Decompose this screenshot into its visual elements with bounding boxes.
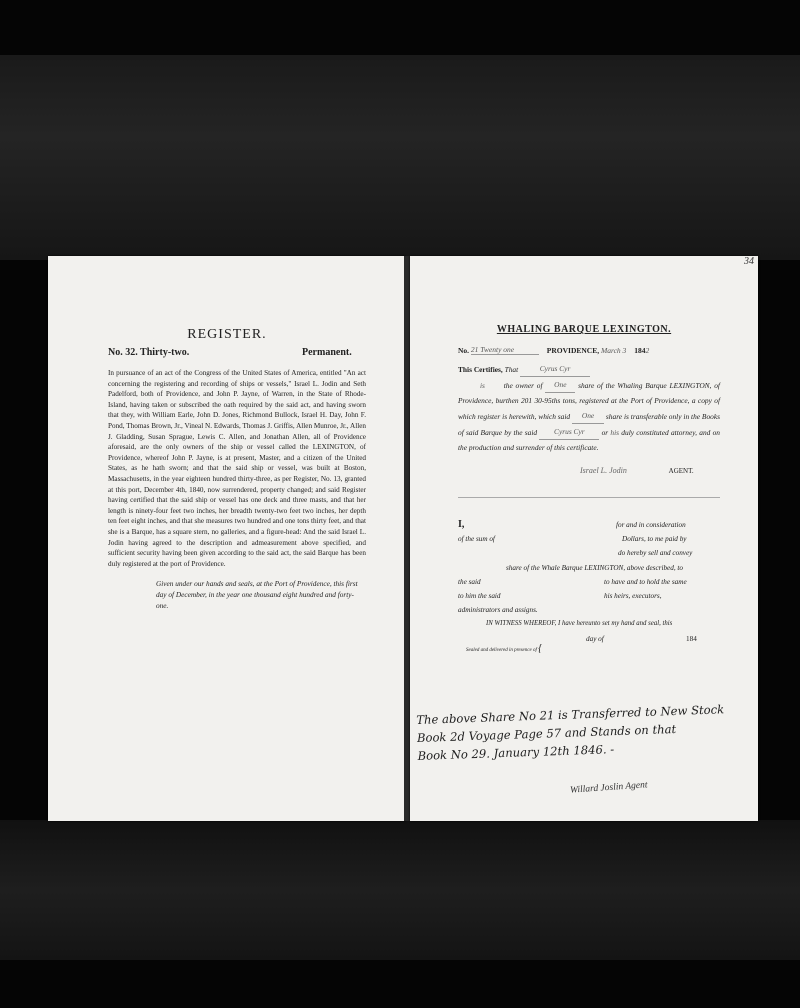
transfer-the-said: the said: [458, 577, 481, 586]
owner-of-text: the owner of: [503, 381, 543, 390]
that-text: That: [504, 365, 519, 374]
certificate-page-right: [410, 256, 758, 821]
owner-name-handwritten: Cyrus Cyr: [520, 361, 590, 377]
port-label: PROVIDENCE,: [546, 346, 600, 355]
transfer-year: 184: [686, 634, 697, 643]
no-label: No.: [458, 346, 470, 355]
or-text: or: [601, 428, 609, 437]
agent-signature: Israel L. Jodin: [580, 466, 627, 475]
transfer-share-of: share of the Whale Barque LEXINGTON, above described, to: [506, 563, 684, 572]
certifies-heading: This Certifies,: [458, 365, 503, 374]
is-handwritten: is: [480, 381, 485, 390]
his-handwritten: his: [610, 428, 620, 437]
certificate-number-handwritten: 21 Twenty one: [471, 345, 539, 355]
year-handwritten: 2: [645, 346, 650, 355]
certificate-number-row: [458, 345, 718, 355]
year-label: 184: [634, 346, 646, 355]
transfer-i: I,: [458, 519, 465, 530]
share-count-handwritten: One: [545, 377, 575, 393]
sealed-delivered: Sealed and delivered in presence of {: [466, 643, 543, 654]
duly-text: duly constituted attorney, and on the production and surrender of this certificate.: [458, 428, 720, 452]
transfer-dollars: Dollars, to me paid by: [622, 535, 687, 544]
register-title: REGISTER.: [187, 327, 267, 342]
note-line: The above Share No 21 is Transferred to New Stock: [416, 702, 725, 727]
transfer-to-have: to have and to hold the same: [604, 577, 687, 586]
note-signature: Willard Joslin Agent: [569, 780, 648, 796]
transfer-sum-of: of the sum of: [458, 535, 495, 544]
register-status: Permanent.: [302, 347, 352, 358]
page-number: 34: [744, 256, 754, 267]
register-page-left: [48, 256, 406, 821]
agent-label: AGENT.: [668, 467, 694, 475]
barque-text: Barque LEXINGTON, of Providence, burthen 201 30-95ths tons, registered at the Port of Providence, a copy of which register is herewith, which said: [458, 381, 720, 421]
agent-signature-row: [580, 466, 694, 475]
certificate-body: [458, 361, 720, 455]
share-transferable-text: share is transferable only in the Books of said Barque by the said: [458, 412, 720, 437]
sealed-text: Sealed and delivered in presence of: [466, 648, 537, 653]
transfer-consideration: for and in consideration: [616, 521, 686, 529]
scanner-band-bottom: [0, 820, 800, 960]
transfer-hereby: do hereby sell and convey: [618, 549, 693, 558]
transfer-day-of: day of: [586, 634, 604, 643]
register-given-under: Given under our hands and seals, at the Port of Providence, this first day of December, in the year one thousand eight hundred and forty-one.: [156, 579, 358, 610]
said-handwritten: One: [572, 408, 604, 424]
certificate-title: WHALING BARQUE LEXINGTON.: [496, 324, 672, 335]
said-owner-handwritten: Cyrus Cyr: [539, 424, 599, 440]
transfer-to-him: to him the said: [458, 591, 501, 600]
handwritten-transfer-note: [416, 699, 758, 765]
transfer-form: [458, 518, 720, 646]
section-divider: [458, 497, 720, 498]
transfer-admins: administrators and assigns.: [458, 606, 538, 615]
date-handwritten: March 3: [600, 346, 627, 355]
note-line: Book No 29. January 12th 1846. -: [417, 742, 615, 763]
scanner-band-top: [0, 55, 800, 260]
share-of-whaling-text: share of the Whaling: [578, 381, 643, 390]
transfer-heirs: his heirs, executors,: [604, 591, 662, 600]
note-line: Book 2d Voyage Page 57 and Stands on that: [416, 721, 677, 745]
register-body: In pursuance of an act of the Congress of the United States of America, entitled "An act concerning the registering and recording of ships or vessels," Israel L. Jodin and Seth Padelford, both of Providence, and John P. Jayne, of Warren, in the State of Rhode-Island, having taken or subscribed the oath required by the said act, and having sworn that they, with William Earle, John D. Jones, Richmond Bullock, Israel H. Day, John F. Pond, Thomas Brown, Jr., Vineal N. Edwards, Thomas J. Griffis, Allen Munroe, Jr., Allen J. Gladding, Susan Sprague, Lewis C. Allen, and Jonathan Allen, all of Providence aforesaid, are the only owners of the ship or vessel called the LEXINGTON, of Providence, whereof John P. Jayne, is at present, Master, and a citizen of the United States, as he hath sworn; and that the said ship or vessel, was built at Boston, Massachusetts, in the year eighteen hundred thirty-three, as per Register, No. 13, granted at this port, December 4th, 1840, now surrendered, property changed; and said Register having certified that the said ship or vessel has one deck and three masts, and that her length is ninety-four feet two inches, her breadth twenty-two feet two inches, her depth ten feet eight inches, and that she measures two hundred and one tons thirty feet, and that she is a Barque, has a square stern, no galleries, and a figure-head: And the said Israel L. Jodin having agreed to the description and admeasurement above specified, and sufficient security having been given according to the said act, the said Barque has been duly registered at the port of Providence.: [108, 369, 366, 568]
transfer-witness: IN WITNESS WHEREOF, I have hereunto set my hand and seal, this: [486, 620, 673, 628]
register-number: No. 32. Thirty-two.: [108, 347, 190, 358]
